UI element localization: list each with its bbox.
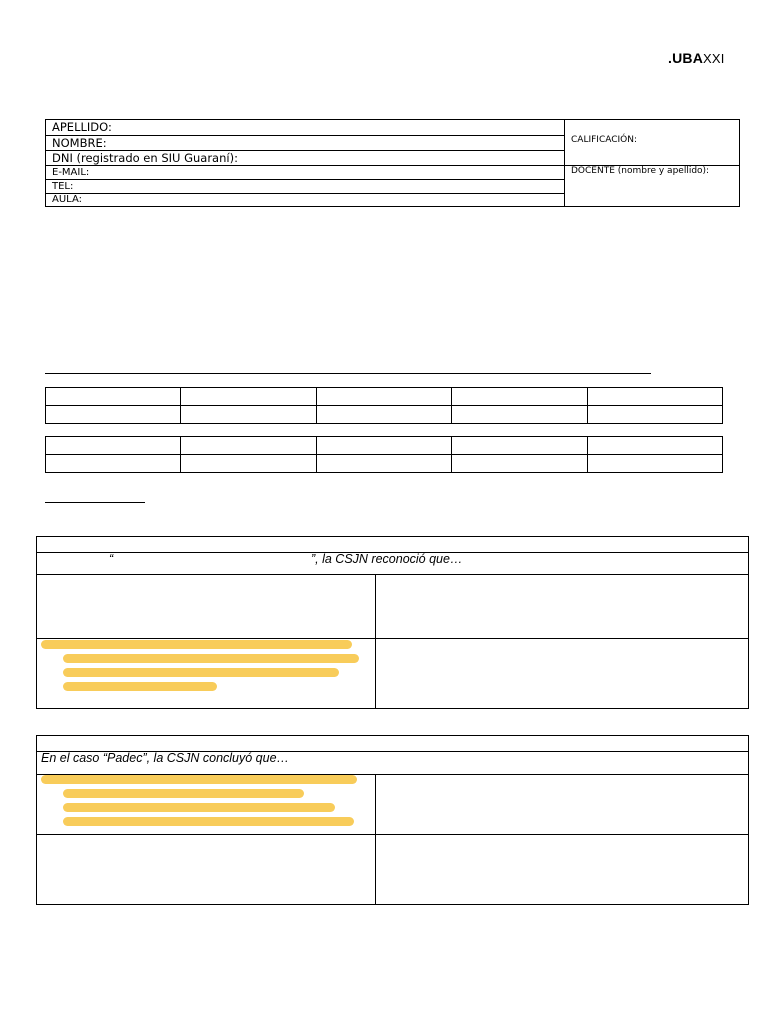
answer-grid-2	[45, 436, 723, 473]
grid2-cell[interactable]	[181, 437, 316, 455]
highlight-mark	[41, 640, 352, 649]
docente-cell	[565, 166, 740, 180]
grid2-cell[interactable]	[46, 437, 181, 455]
grid2-cell[interactable]	[46, 455, 181, 473]
grid1-cell[interactable]	[181, 406, 316, 424]
grid2-cell[interactable]	[587, 437, 722, 455]
question1-header-row	[36, 536, 749, 553]
grid2-cell[interactable]	[587, 455, 722, 473]
question1-option-b[interactable]	[376, 575, 748, 638]
docente-label: DOCENTE (nombre y apellido):	[571, 166, 710, 176]
grid2-cell[interactable]	[452, 455, 587, 473]
field-dni-label: DNI (registrado en SIU Guaraní):	[52, 151, 238, 165]
question1-open-quote: “	[109, 552, 114, 566]
grid2-cell[interactable]	[452, 437, 587, 455]
grid1-cell[interactable]	[46, 388, 181, 406]
question2-prompt: En el caso “Padec”, la CSJN concluyó que…	[41, 751, 290, 765]
field-apellido[interactable]	[46, 120, 564, 136]
grid2-cell[interactable]	[181, 455, 316, 473]
question2-option-b[interactable]	[376, 775, 748, 834]
field-dni[interactable]	[46, 151, 564, 166]
question2-header-row	[36, 735, 749, 752]
highlight-mark	[63, 654, 359, 663]
question1-option-d[interactable]	[376, 639, 748, 708]
question1-prompt-row	[36, 552, 749, 575]
field-aula[interactable]	[46, 194, 564, 207]
student-info-table	[45, 119, 740, 207]
uba-xxi-logo	[668, 50, 725, 66]
highlight-mark	[41, 775, 357, 784]
field-apellido-label: APELLIDO:	[52, 120, 112, 134]
calificacion-label: CALIFICACIÓN:	[571, 135, 638, 145]
highlight-mark	[63, 682, 217, 691]
question1-prompt: ”, la CSJN reconoció que…	[311, 552, 463, 566]
question2-prompt-row	[36, 751, 749, 775]
calificacion-cell	[565, 135, 740, 149]
grid1-cell[interactable]	[316, 388, 451, 406]
grid1-cell[interactable]	[452, 388, 587, 406]
grid1-cell[interactable]	[587, 388, 722, 406]
highlight-mark	[63, 789, 304, 798]
grid2-cell[interactable]	[316, 437, 451, 455]
field-tel-label: TEL:	[52, 181, 74, 192]
title-underline	[45, 373, 651, 374]
grid1-cell[interactable]	[316, 406, 451, 424]
section-underline	[45, 502, 145, 503]
highlight-mark	[63, 817, 354, 826]
field-email-label: E-MAIL:	[52, 167, 90, 178]
field-tel[interactable]	[46, 180, 564, 194]
grid2-cell[interactable]	[316, 455, 451, 473]
question1-option-a[interactable]	[37, 575, 375, 638]
info-divider	[564, 120, 565, 206]
answer-grid-1	[45, 387, 723, 424]
grid1-cell[interactable]	[452, 406, 587, 424]
field-email[interactable]	[46, 166, 564, 180]
question2-option-d[interactable]	[376, 835, 748, 904]
field-nombre[interactable]	[46, 136, 564, 151]
grid1-cell[interactable]	[46, 406, 181, 424]
question2-option-c[interactable]	[37, 835, 375, 904]
grid1-cell[interactable]	[181, 388, 316, 406]
logo-xxi-text: XXI	[703, 51, 725, 66]
grid1-cell[interactable]	[587, 406, 722, 424]
field-aula-label: AULA:	[52, 194, 82, 205]
highlight-mark	[63, 668, 339, 677]
highlight-mark	[63, 803, 335, 812]
field-nombre-label: NOMBRE:	[52, 136, 107, 150]
logo-uba-text: .UBA	[668, 50, 704, 66]
